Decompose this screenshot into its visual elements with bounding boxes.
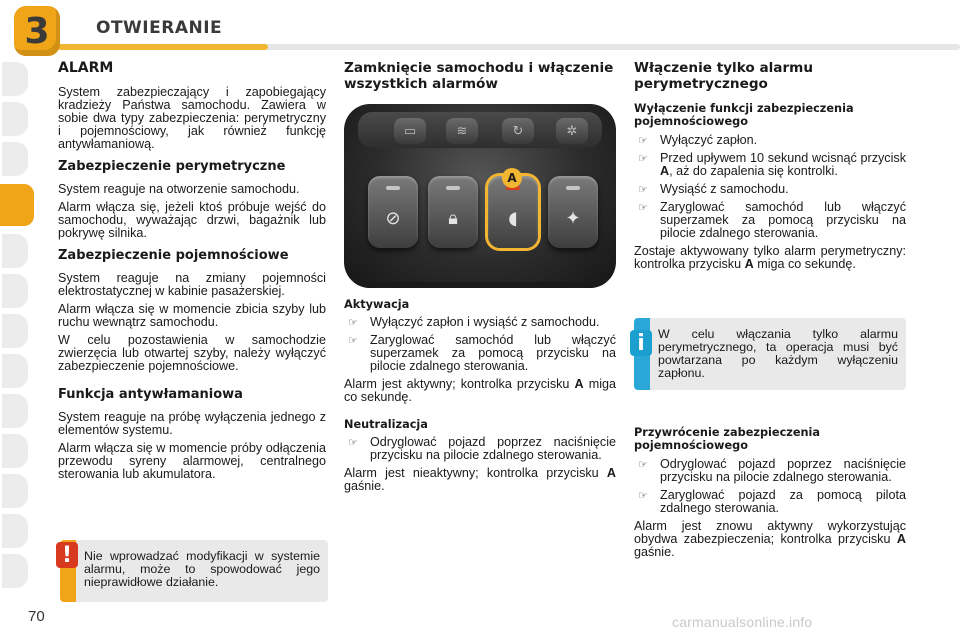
pointing-hand-icon: ☞ — [638, 201, 648, 214]
info-note — [634, 318, 906, 390]
warning-icon: ! — [56, 542, 78, 568]
esp-off-button[interactable] — [368, 176, 418, 248]
info-text: W celu włączania tylko alarmu perymetrycznego, ta operacja musi być powtarzana po każdym wyłączeniu zapłonu. — [658, 327, 898, 380]
side-tab-10[interactable] — [2, 434, 28, 468]
list-item: ☞ Wyłączyć zapłon. — [638, 133, 758, 147]
side-tab-6[interactable] — [2, 274, 28, 308]
anti-tamper-paragraph-2: Alarm włącza się w momencie próby odłączenia przewodu syreny alarmowej, centralnego sterowania lub akumulatora. — [58, 441, 326, 481]
column-perimeter-only — [634, 60, 906, 276]
restore-note: Alarm jest znowu aktywny wykorzystując obydwa zabezpieczenia; kontrolka przycisku A gaśnie. — [634, 519, 906, 559]
esp-off-icon: ⊘ — [385, 208, 401, 229]
pointing-hand-icon: ☞ — [638, 134, 648, 147]
list-item: ☞ Wysiąść z samochodu. — [638, 182, 789, 196]
alarm-off-icon: ◖ — [508, 208, 518, 229]
warning-note — [60, 540, 328, 602]
side-tab-11[interactable] — [2, 474, 28, 508]
pointing-hand-icon: ☞ — [348, 334, 358, 347]
heading-activation: Aktywacja — [344, 298, 410, 311]
list-item: ☞ Wyłączyć zapłon i wysiąść z samochodu. — [348, 315, 600, 329]
air-vent-icon: ≋ — [446, 118, 478, 144]
child-lock-button[interactable] — [548, 176, 598, 248]
header-band-accent — [58, 44, 268, 50]
pointing-hand-icon: ☞ — [638, 152, 648, 165]
neutralization-note: Alarm jest nieaktywny; kontrolka przycisku A gaśnie. — [344, 466, 616, 493]
chapter-number-badge: 3 — [14, 6, 60, 56]
section-title-perimeter-only: Włączenie tylko alarmu perymetrycznego — [634, 60, 814, 92]
button-label-a: A — [502, 168, 522, 188]
heading-deactivate-volumetric: Wyłączenie funkcji zabezpieczenia pojemnościowego — [634, 102, 854, 128]
warning-text: Nie wprowadzać modyfikacji w systemie alarmu, może to spowodować jego nieprawidłowe działanie. — [84, 549, 320, 589]
section-title-alarm: ALARM — [58, 60, 114, 76]
side-tab-active[interactable] — [0, 184, 34, 226]
side-tab-12[interactable] — [2, 514, 28, 548]
recirculation-icon: ↻ — [502, 118, 534, 144]
list-item: ☞ Zaryglować samochód lub włączyć superzamek za pomocą przycisku na pilocie zdalnego sterowania. — [638, 200, 906, 240]
volumetric-paragraph-1: System reaguje na zmiany pojemności elektrostatycznej w kabinie pasażerskiej. — [58, 271, 326, 298]
info-icon: i — [630, 330, 652, 356]
pointing-hand-icon: ☞ — [638, 489, 648, 502]
section-title-lock: Zamknięcie samochodu i włączenie wszystkich alarmów — [344, 60, 614, 92]
pointing-hand-icon: ☞ — [638, 458, 648, 471]
heading-restore-volumetric: Przywrócenie zabezpieczenia pojemnościowego — [634, 426, 821, 452]
list-item: ☞ Przed upływem 10 sekund wcisnąć przycisk A, aż do zapalenia się kontrolki. — [638, 151, 906, 178]
volumetric-paragraph-2: Alarm włącza się w momencie zbicia szyby lub ruchu wewnątrz samochodu. — [58, 302, 326, 329]
heading-anti-tamper: Funkcja antywłamaniowa — [58, 387, 243, 402]
chapter-title: OTWIERANIE — [96, 18, 223, 38]
column-restore — [634, 426, 906, 564]
side-tab-9[interactable] — [2, 394, 28, 428]
page-number: 70 — [28, 608, 45, 625]
side-tab-1[interactable] — [2, 62, 28, 96]
list-item: ☞ Zaryglować pojazd za pomocą pilota zdalnego sterowania. — [638, 488, 906, 515]
anti-tamper-paragraph-1: System reaguje na próbę wyłączenia jednego z elementów systemu. — [58, 410, 326, 437]
watermark: carmanualsonline.info — [672, 614, 813, 630]
list-item: ☞ Zaryglować samochód lub włączyć superzamek za pomocą przycisku na pilocie zdalnego sterowania. — [348, 333, 616, 373]
pointing-hand-icon: ☞ — [348, 316, 358, 329]
lock-icon: 🔒︎ — [448, 208, 458, 229]
restore-list — [634, 458, 906, 515]
page-header — [0, 0, 960, 55]
heading-volumetric: Zabezpieczenie pojemnościowe — [58, 248, 289, 263]
heading-perimeter: Zabezpieczenie perymetryczne — [58, 159, 286, 174]
side-tab-8[interactable] — [2, 354, 28, 388]
column-lock-text — [344, 298, 616, 498]
activation-note: Alarm jest aktywny; kontrolka przycisku A miga co sekundę. — [344, 377, 616, 404]
activation-list — [344, 316, 616, 373]
neutralization-list — [344, 436, 616, 462]
perimeter-paragraph-1: System reaguje na otworzenie samochodu. — [58, 182, 300, 196]
deactivation-list — [634, 134, 906, 240]
central-lock-button[interactable] — [428, 176, 478, 248]
deactivation-note: Zostaje aktywowany tylko alarm perymetryczny: kontrolka przycisku A miga co sekundę. — [634, 244, 906, 271]
side-tab-2[interactable] — [2, 102, 28, 136]
side-tab-3[interactable] — [2, 142, 28, 176]
list-item: ☞ Odryglować pojazd poprzez naciśnięcie przycisku na pilocie zdalnego sterowania. — [348, 435, 616, 462]
column-alarm — [58, 60, 326, 486]
dashboard-photo — [344, 104, 616, 288]
heading-neutralization: Neutralizacja — [344, 418, 428, 431]
side-tab-13[interactable] — [2, 554, 28, 588]
side-tab-5[interactable] — [2, 234, 28, 268]
child-lock-icon: ✦ — [565, 208, 581, 229]
column-lock-all-alarms — [344, 60, 616, 92]
fan-icon: ✲ — [556, 118, 588, 144]
pointing-hand-icon: ☞ — [638, 183, 648, 196]
volumetric-paragraph-3: W celu pozostawienia w samochodzie zwierzęcia lub otwartej szyby, należy wyłączyć zabezpieczenie pojemnościowe. — [58, 333, 326, 373]
perimeter-paragraph-2: Alarm włącza się, jeżeli ktoś próbuje wejść do samochodu, wyważając drzwi, bagażnik lub pokrywę silnika. — [58, 200, 326, 240]
side-tab-7[interactable] — [2, 314, 28, 348]
photo-lower-panel — [344, 282, 616, 288]
defrost-rear-icon: ▭ — [394, 118, 426, 144]
alarm-intro: System zabezpieczający i zapobiegający kradzieży Państwa samochodu. Zawiera w sobie dwa typy zabezpieczenia: perymetryczny i pojemnościowy, jak również funkcję antywłamaniową. — [58, 85, 326, 151]
pointing-hand-icon: ☞ — [348, 436, 358, 449]
list-item: ☞ Odryglować pojazd poprzez naciśnięcie przycisku na pilocie zdalnego sterowania. — [638, 457, 906, 484]
